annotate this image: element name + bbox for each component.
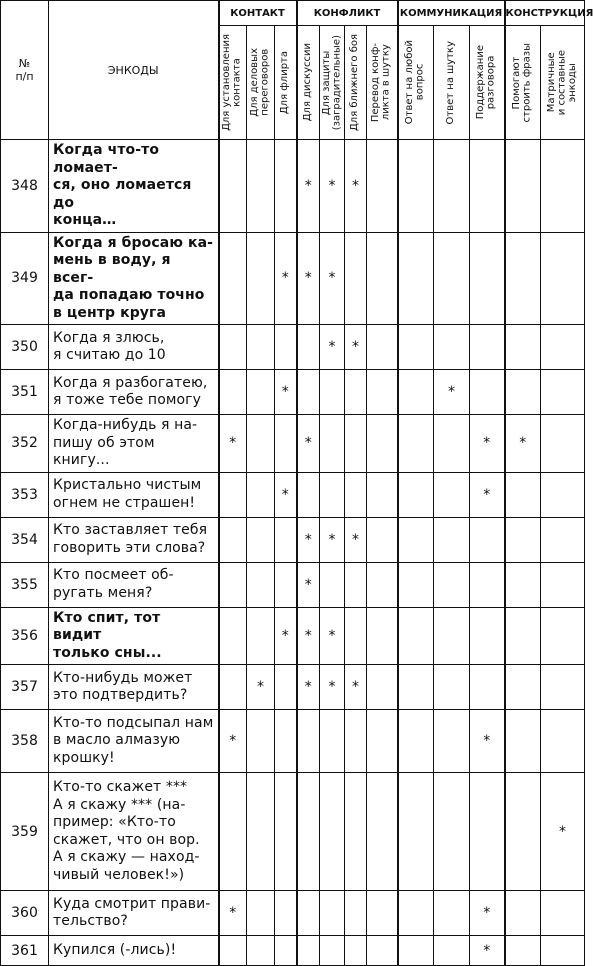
empty-cell	[219, 607, 247, 665]
empty-cell	[275, 415, 297, 473]
encode-text: Кто-то подсыпал нам в масло алмазую крошку!	[49, 710, 219, 773]
empty-cell	[345, 415, 367, 473]
empty-cell	[398, 370, 434, 415]
empty-cell	[320, 562, 345, 607]
empty-cell	[505, 665, 541, 710]
empty-cell	[275, 562, 297, 607]
mark-cell: *	[275, 607, 297, 665]
row-number: 350	[1, 325, 49, 370]
empty-cell	[320, 773, 345, 891]
empty-cell	[470, 232, 505, 325]
encode-text: Купился (-лись)!	[49, 936, 219, 966]
col-close-combat: Для ближнего боя	[345, 26, 367, 140]
empty-cell	[345, 232, 367, 325]
encode-text: Когда я разбогатею, я тоже тебе помогу	[49, 370, 219, 415]
empty-cell	[398, 325, 434, 370]
mark-cell: *	[345, 517, 367, 562]
empty-cell	[367, 891, 398, 936]
empty-cell	[398, 607, 434, 665]
mark-cell: *	[297, 607, 320, 665]
empty-cell	[505, 607, 541, 665]
empty-cell	[247, 773, 275, 891]
empty-cell	[367, 232, 398, 325]
mark-cell: *	[345, 140, 367, 233]
encode-text: Кто-то скажет *** А я скажу *** (на- пример: «Кто-то скажет, что он вор. А я скажу — наход- чивый человек!»)	[49, 773, 219, 891]
empty-cell	[219, 665, 247, 710]
col-contact-establish: Для установления контакта	[219, 26, 247, 140]
encode-text: Когда что-то ломает- ся, оно ломается до конца…	[49, 140, 219, 233]
table-row	[1, 325, 585, 370]
empty-cell	[297, 710, 320, 773]
row-number: 355	[1, 562, 49, 607]
col-matrix-encodes: Матричные и составные энкоды	[541, 26, 585, 140]
group-contact: КОНТАКТ	[219, 1, 297, 26]
mark-cell: *	[219, 415, 247, 473]
mark-cell: *	[345, 665, 367, 710]
empty-cell	[505, 936, 541, 966]
empty-cell	[275, 140, 297, 233]
col-answer-any-question: Ответ на любой вопрос	[398, 26, 434, 140]
empty-cell	[541, 517, 585, 562]
mark-cell: *	[320, 325, 345, 370]
row-number: 353	[1, 472, 49, 517]
empty-cell	[367, 710, 398, 773]
empty-cell	[470, 607, 505, 665]
empty-cell	[541, 710, 585, 773]
mark-cell: *	[297, 140, 320, 233]
table-row	[1, 607, 585, 665]
mark-cell: *	[275, 232, 297, 325]
empty-cell	[297, 472, 320, 517]
empty-cell	[275, 325, 297, 370]
empty-cell	[320, 936, 345, 966]
row-number: 357	[1, 665, 49, 710]
empty-cell	[470, 562, 505, 607]
encode-text: Кто спит, тот видит только сны...	[49, 607, 219, 665]
empty-cell	[505, 325, 541, 370]
row-number: 354	[1, 517, 49, 562]
empty-cell	[275, 936, 297, 966]
empty-cell	[297, 936, 320, 966]
empty-cell	[367, 517, 398, 562]
empty-cell	[367, 773, 398, 891]
empty-cell	[434, 140, 470, 233]
empty-cell	[434, 232, 470, 325]
empty-cell	[398, 415, 434, 473]
empty-cell	[398, 665, 434, 710]
col-defense: Для защиты (заградительные)	[320, 26, 345, 140]
empty-cell	[297, 325, 320, 370]
empty-cell	[219, 232, 247, 325]
encodes-header: ЭНКОДЫ	[49, 1, 219, 140]
empty-cell	[541, 232, 585, 325]
mark-cell: *	[297, 562, 320, 607]
mark-cell: *	[541, 773, 585, 891]
table-row	[1, 891, 585, 936]
empty-cell	[505, 562, 541, 607]
empty-cell	[541, 370, 585, 415]
empty-cell	[320, 472, 345, 517]
row-number: 356	[1, 607, 49, 665]
mark-cell: *	[320, 607, 345, 665]
empty-cell	[541, 140, 585, 233]
empty-cell	[541, 562, 585, 607]
mark-cell: *	[320, 517, 345, 562]
empty-cell	[541, 472, 585, 517]
empty-cell	[367, 325, 398, 370]
row-number: 361	[1, 936, 49, 966]
empty-cell	[470, 517, 505, 562]
encode-text: Когда я бросаю ка- мень в воду, я всег- да попадаю точно в центр круга	[49, 232, 219, 325]
mark-cell: *	[320, 665, 345, 710]
empty-cell	[247, 891, 275, 936]
empty-cell	[275, 665, 297, 710]
empty-cell	[297, 370, 320, 415]
empty-cell	[541, 607, 585, 665]
empty-cell	[320, 710, 345, 773]
empty-cell	[398, 936, 434, 966]
row-number: 352	[1, 415, 49, 473]
empty-cell	[297, 773, 320, 891]
empty-cell	[247, 710, 275, 773]
empty-cell	[367, 472, 398, 517]
empty-cell	[505, 773, 541, 891]
empty-cell	[398, 517, 434, 562]
empty-cell	[398, 891, 434, 936]
empty-cell	[505, 232, 541, 325]
encode-text: Кристально чистым огнем не страшен!	[49, 472, 219, 517]
table-body	[1, 140, 585, 966]
empty-cell	[247, 140, 275, 233]
mark-cell: *	[434, 370, 470, 415]
mark-cell: *	[297, 232, 320, 325]
empty-cell	[398, 773, 434, 891]
empty-cell	[275, 710, 297, 773]
encode-text: Кто посмеет об- ругать меня?	[49, 562, 219, 607]
empty-cell	[320, 370, 345, 415]
group-construction: КОНСТРУКЦИЯ	[505, 1, 585, 26]
empty-cell	[470, 773, 505, 891]
empty-cell	[247, 232, 275, 325]
mark-cell: *	[297, 517, 320, 562]
empty-cell	[398, 232, 434, 325]
group-communication: КОММУНИКАЦИЯ	[398, 1, 505, 26]
empty-cell	[219, 562, 247, 607]
empty-cell	[505, 370, 541, 415]
encode-text: Когда-нибудь я на- пишу об этом книгу...	[49, 415, 219, 473]
empty-cell	[470, 140, 505, 233]
empty-cell	[247, 472, 275, 517]
mark-cell: *	[320, 232, 345, 325]
empty-cell	[275, 773, 297, 891]
empty-cell	[219, 140, 247, 233]
empty-cell	[367, 370, 398, 415]
mark-cell: *	[345, 325, 367, 370]
row-number: 348	[1, 140, 49, 233]
empty-cell	[398, 562, 434, 607]
col-conflict-to-joke: Перевод конф- ликта в шутку	[367, 26, 398, 140]
empty-cell	[505, 710, 541, 773]
empty-cell	[470, 325, 505, 370]
mark-cell: *	[219, 891, 247, 936]
empty-cell	[219, 472, 247, 517]
empty-cell	[367, 607, 398, 665]
row-number: 360	[1, 891, 49, 936]
mark-cell: *	[470, 936, 505, 966]
mark-cell: *	[470, 891, 505, 936]
empty-cell	[345, 370, 367, 415]
empty-cell	[275, 891, 297, 936]
empty-cell	[247, 517, 275, 562]
mark-cell: *	[470, 472, 505, 517]
empty-cell	[434, 665, 470, 710]
mark-cell: *	[247, 665, 275, 710]
empty-cell	[541, 665, 585, 710]
empty-cell	[345, 891, 367, 936]
col-flirt: Для флирта	[275, 26, 297, 140]
empty-cell	[367, 415, 398, 473]
mark-cell: *	[470, 710, 505, 773]
empty-cell	[219, 370, 247, 415]
empty-cell	[470, 370, 505, 415]
empty-cell	[470, 665, 505, 710]
table-row	[1, 710, 585, 773]
encode-text: Кто заставляет тебя говорить эти слова?	[49, 517, 219, 562]
empty-cell	[434, 517, 470, 562]
empty-cell	[434, 607, 470, 665]
empty-cell	[434, 415, 470, 473]
mark-cell: *	[297, 415, 320, 473]
num-header: № п/п	[1, 1, 49, 140]
col-keep-conversation: Поддержание разговора	[470, 26, 505, 140]
table-row	[1, 140, 585, 233]
empty-cell	[434, 891, 470, 936]
table-row	[1, 232, 585, 325]
table-row	[1, 773, 585, 891]
empty-cell	[434, 472, 470, 517]
mark-cell: *	[505, 415, 541, 473]
empty-cell	[247, 607, 275, 665]
empty-cell	[541, 415, 585, 473]
col-business-negotiation: Для деловых переговоров	[247, 26, 275, 140]
empty-cell	[247, 562, 275, 607]
table-row	[1, 936, 585, 966]
col-answer-joke: Ответ на шутку	[434, 26, 470, 140]
row-number: 358	[1, 710, 49, 773]
empty-cell	[345, 710, 367, 773]
empty-cell	[367, 140, 398, 233]
empty-cell	[345, 936, 367, 966]
empty-cell	[345, 773, 367, 891]
table-row	[1, 517, 585, 562]
mark-cell: *	[320, 140, 345, 233]
empty-cell	[247, 370, 275, 415]
empty-cell	[219, 936, 247, 966]
empty-cell	[320, 891, 345, 936]
row-number: 359	[1, 773, 49, 891]
header-groups-row	[1, 1, 585, 26]
empty-cell	[219, 325, 247, 370]
mark-cell: *	[470, 415, 505, 473]
empty-cell	[398, 140, 434, 233]
empty-cell	[320, 415, 345, 473]
empty-cell	[541, 891, 585, 936]
empty-cell	[345, 472, 367, 517]
group-conflict: КОНФЛИКТ	[297, 1, 398, 26]
mark-cell: *	[297, 665, 320, 710]
empty-cell	[398, 472, 434, 517]
encode-text: Куда смотрит прави- тельство?	[49, 891, 219, 936]
row-number: 351	[1, 370, 49, 415]
empty-cell	[434, 562, 470, 607]
empty-cell	[345, 607, 367, 665]
empty-cell	[434, 773, 470, 891]
empty-cell	[247, 415, 275, 473]
empty-cell	[367, 936, 398, 966]
empty-cell	[367, 665, 398, 710]
row-number: 349	[1, 232, 49, 325]
encode-text: Когда я злюсь, я считаю до 10	[49, 325, 219, 370]
table-row	[1, 562, 585, 607]
empty-cell	[505, 891, 541, 936]
mark-cell: *	[275, 472, 297, 517]
empty-cell	[219, 517, 247, 562]
table-row	[1, 472, 585, 517]
empty-cell	[297, 891, 320, 936]
empty-cell	[505, 517, 541, 562]
table-row	[1, 415, 585, 473]
empty-cell	[275, 517, 297, 562]
empty-cell	[367, 562, 398, 607]
empty-cell	[247, 325, 275, 370]
mark-cell: *	[275, 370, 297, 415]
empty-cell	[434, 710, 470, 773]
table-row	[1, 665, 585, 710]
empty-cell	[345, 562, 367, 607]
empty-cell	[434, 325, 470, 370]
empty-cell	[541, 325, 585, 370]
empty-cell	[505, 140, 541, 233]
mark-cell: *	[219, 710, 247, 773]
empty-cell	[541, 936, 585, 966]
empty-cell	[247, 936, 275, 966]
empty-cell	[219, 773, 247, 891]
table-row	[1, 370, 585, 415]
empty-cell	[398, 710, 434, 773]
col-discussion: Для дискуссии	[297, 26, 320, 140]
empty-cell	[434, 936, 470, 966]
empty-cell	[505, 472, 541, 517]
encode-text: Кто-нибудь может это подтвердить?	[49, 665, 219, 710]
col-build-phrases: Помогают строить фразы	[505, 26, 541, 140]
